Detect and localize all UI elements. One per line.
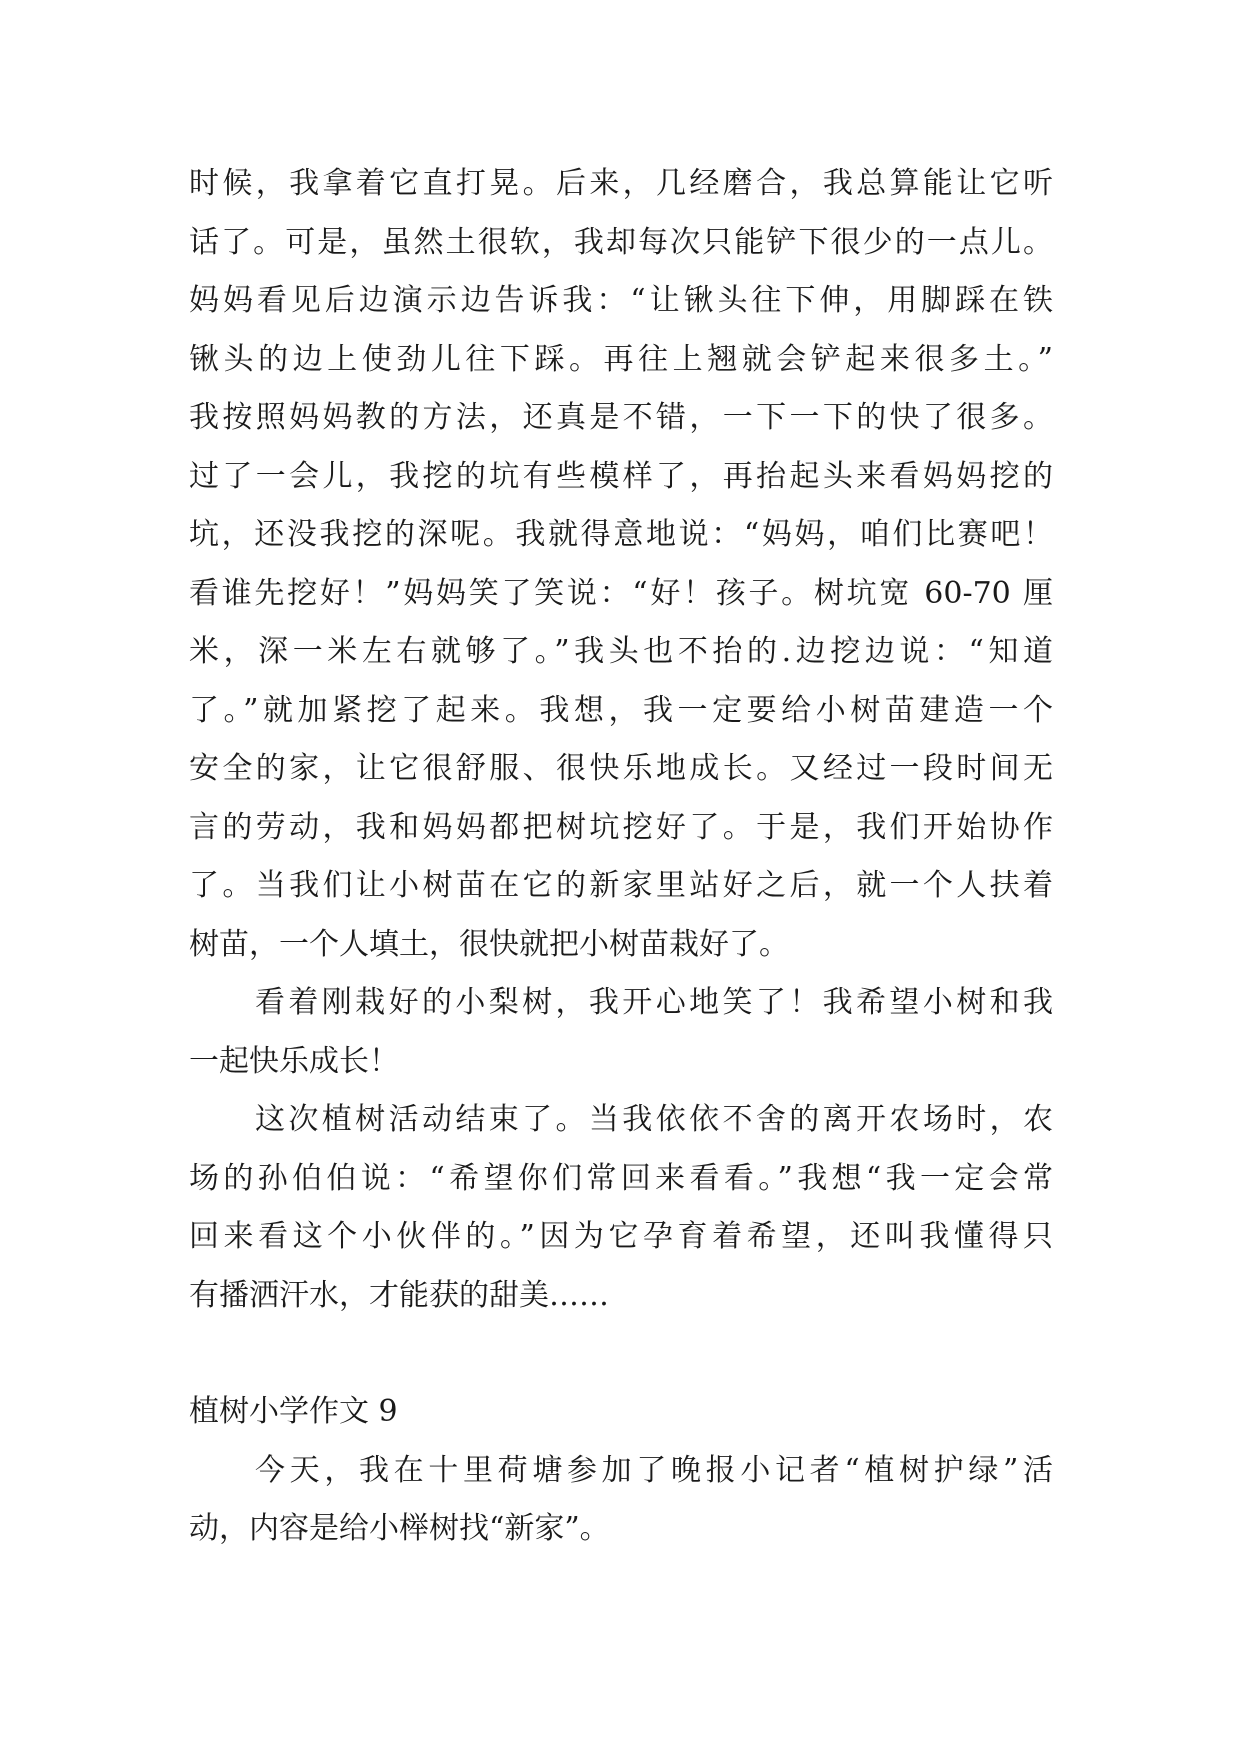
text-line: 一起快乐成长！ xyxy=(189,1043,399,1079)
text-line: 动，内容是给小榉树找“新家”。 xyxy=(189,1511,610,1546)
document-page xyxy=(189,155,1053,1559)
text-line: 坑，还没我挖的深呢。我就得意地说：“妈妈，咱们比赛吧！ xyxy=(189,517,1053,552)
section-heading: 植树小学作文 9 xyxy=(189,1394,398,1429)
text-line: 言的劳动，我和妈妈都把树坑挖好了。于是，我们开始协作 xyxy=(189,809,1053,845)
paragraph-3 xyxy=(189,1091,1053,1325)
paragraph-4 xyxy=(189,1442,1053,1559)
text-line: 看谁先挖好！”妈妈笑了笑说：“好！孩子。树坑宽 60-70 厘 xyxy=(189,575,1053,611)
text-line: 时候，我拿着它直打晃。后来，几经磨合，我总算能让它听 xyxy=(189,166,1053,201)
text-line: 看着刚栽好的小梨树，我开心地笑了！我希望小树和我 xyxy=(255,985,1053,1020)
text-line: 我按照妈妈教的方法，还真是不错，一下一下的快了很多。 xyxy=(189,400,1053,435)
text-line: 树苗，一个人填土，很快就把小树苗栽好了。 xyxy=(189,926,789,962)
text-line: 今天，我在十里荷塘参加了晚报小记者“植树护绿”活 xyxy=(255,1452,1053,1488)
paragraph-2 xyxy=(189,974,1053,1091)
text-line: 这次植树活动结束了。当我依依不舍的离开农场时，农 xyxy=(255,1102,1053,1137)
text-line: 了。”就加紧挖了起来。我想，我一定要给小树苗建造一个 xyxy=(189,692,1053,728)
text-line: 安全的家，让它很舒服、很快乐地成长。又经过一段时间无 xyxy=(189,751,1053,786)
text-line: 锹头的边上使劲儿往下踩。再往上翘就会铲起来很多土。” xyxy=(189,341,1053,377)
text-line: 话了。可是，虽然土很软，我却每次只能铲下很少的一点儿。 xyxy=(189,224,1053,260)
text-line: 妈妈看见后边演示边告诉我：“让锹头往下伸，用脚踩在铁 xyxy=(189,283,1053,318)
text-line: 场的孙伯伯说：“希望你们常回来看看。”我想“我一定会常 xyxy=(189,1160,1053,1196)
text-line: 回来看这个小伙伴的。”因为它孕育着希望，还叫我懂得只 xyxy=(189,1219,1053,1254)
section-gap xyxy=(189,1325,1053,1383)
text-line: 米，深一米左右就够了。”我头也不抬的.边挖边说：“知道 xyxy=(189,634,1053,669)
paragraph-1 xyxy=(189,155,1053,974)
text-line: 过了一会儿，我挖的坑有些模样了，再抬起头来看妈妈挖的 xyxy=(189,458,1053,494)
text-line: 有播洒汗水，才能获的甜美…… xyxy=(189,1277,609,1313)
text-line: 了。当我们让小树苗在它的新家里站好之后，就一个人扶着 xyxy=(189,868,1053,903)
